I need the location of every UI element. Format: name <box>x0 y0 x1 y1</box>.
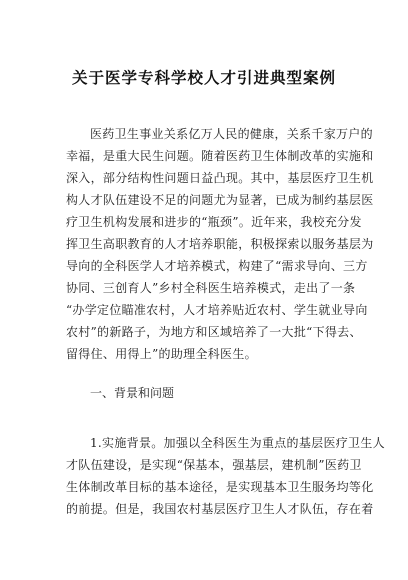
paragraph-line: 协同、三创育人”乡村全科医生培养模式，走出了一条 <box>66 281 356 295</box>
paragraph-line: 疗卫生机构发展和进步的“瓶颈”。近年来，我校充分发 <box>66 215 362 229</box>
paragraph-line: 生体制改革目标的基本途径，是实现基本卫生服务均等化 <box>66 480 374 494</box>
paragraph-line: 导向的全科医学人才培养模式，构建了“需求导向、三方 <box>66 259 368 273</box>
paragraph-line: 1.实施背景。加强以全科医生为重点的基层医疗卫生人 <box>90 436 385 450</box>
paragraph-line: 深入，部分结构性问题日益凸现。其中，基层医疗卫生机 <box>66 171 374 185</box>
paragraph-line: 幸福，是重大民生问题。随着医药卫生体制改革的实施和 <box>66 149 374 163</box>
paragraph-line: 医药卫生事业关系亿万人民的健康，关系千家万户的 <box>90 127 373 141</box>
paragraph-line: “办学定位瞄准农村，人才培养贴近农村、学生就业导向 <box>66 303 368 317</box>
paragraph-line: 农村”的新路子，为地方和区域培养了一大批“下得去、 <box>66 325 362 339</box>
paragraph-line: 留得住、用得上”的助理全科医生。 <box>66 347 257 361</box>
paragraph-line: 的前提。但是，我国农村基层医疗卫生人才队伍，存在着 <box>66 502 374 516</box>
section-heading: 一、背景和问题 <box>90 386 175 400</box>
paragraph-line: 挥卫生高职教育的人才培养职能，积极探索以服务基层为 <box>66 237 374 251</box>
document-title: 关于医学专科学校人才引进典型案例 <box>71 69 336 87</box>
paragraph-line: 才队伍建设，是实现“保基本，强基层，建机制”医药卫 <box>66 458 362 472</box>
paragraph-line: 构人才队伍建设不足的问题尤为显著，已成为制约基层医 <box>66 193 374 207</box>
